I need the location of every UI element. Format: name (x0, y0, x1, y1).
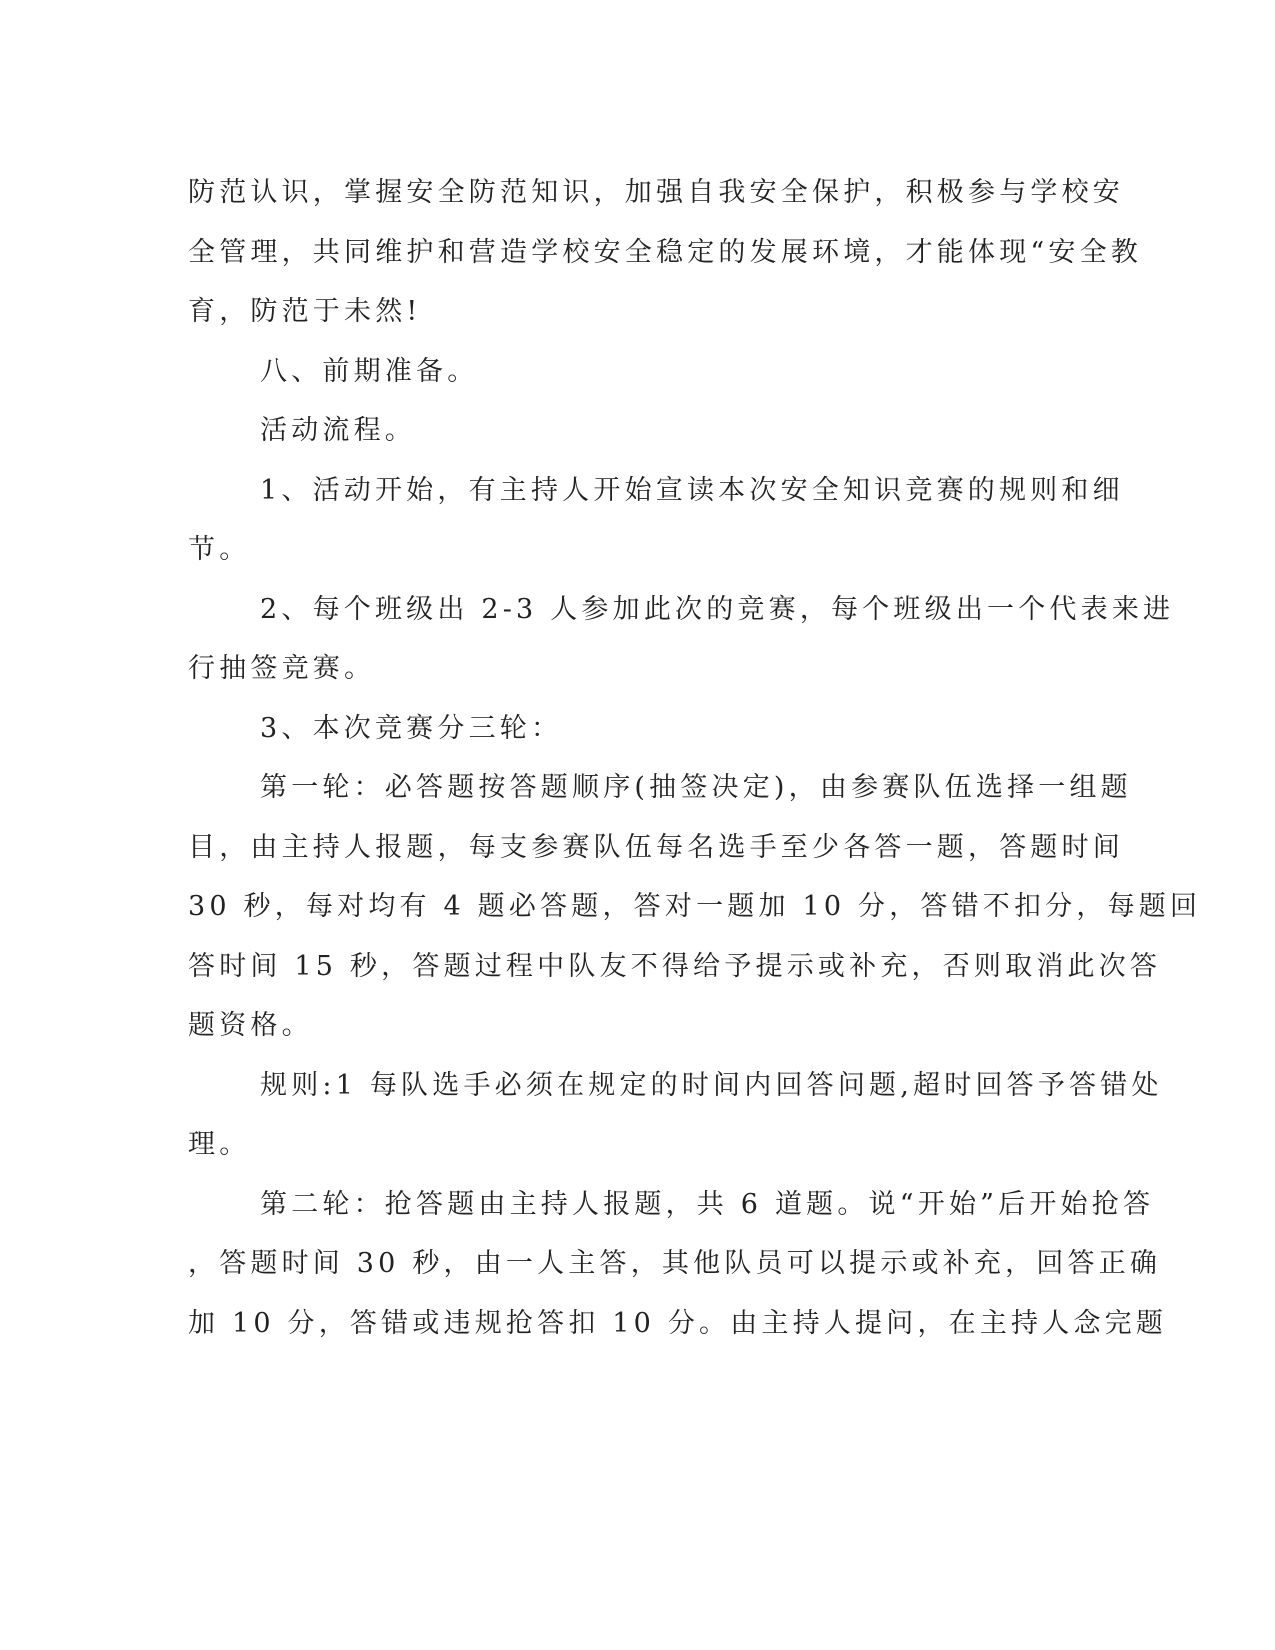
text-line: 答时间 15 秒，答题过程中队友不得给予提示或补充，否则取消此次答 (188, 950, 1162, 982)
text-line: 目，由主持人报题，每支参赛队伍每名选手至少各答一题，答题时间 (188, 831, 1124, 863)
text-line: 规则:1 每队选手必须在规定的时间内回答问题,超时回答予答错处 (260, 1069, 1163, 1101)
section-heading-activity-flow (188, 401, 1088, 461)
text-line: 育，防范于未然! (188, 296, 422, 327)
text-line: 第二轮：抢答题由主持人报题，共 6 道题。说“开始”后开始抢答 (260, 1188, 1155, 1220)
document-body (188, 163, 1202, 1353)
text-line: 加 10 分，答错或违规抢答扣 10 分。由主持人提问，在主持人念完题 (188, 1307, 1168, 1339)
paragraph-safety-intro (188, 163, 1143, 342)
paragraph-round-2 (188, 1175, 1168, 1354)
text-line: 2、每个班级出 2-3 人参加此次的竞赛，每个班级出一个代表来进 (260, 593, 1175, 625)
text-line: 3、本次竞赛分三轮： (260, 712, 563, 744)
section-heading-preparation (188, 342, 1088, 402)
paragraph-step-3 (188, 699, 1088, 759)
text-line: 理。 (188, 1129, 251, 1160)
text-line: ，答题时间 30 秒，由一人主答，其他队员可以提示或补充，回答正确 (188, 1248, 1162, 1279)
text-line: 行抽签竞赛。 (188, 653, 376, 684)
text-line: 活动流程。 (260, 415, 416, 446)
text-line: 节。 (188, 534, 251, 565)
paragraph-step-1 (188, 461, 1124, 580)
text-line: 八、前期准备。 (260, 355, 479, 387)
text-line: 全管理，共同维护和营造学校安全稳定的发展环境，才能体现“安全教 (188, 236, 1143, 268)
paragraph-step-2 (188, 580, 1175, 699)
text-line: 防范认识，掌握安全防范知识，加强自我安全保护，积极参与学校安 (188, 177, 1124, 208)
text-line: 1、活动开始，有主持人开始宣读本次安全知识竞赛的规则和细 (260, 474, 1124, 506)
paragraph-round-1 (188, 758, 1202, 1056)
text-line: 30 秒，每对均有 4 题必答题，答对一题加 10 分，答错不扣分，每题回 (188, 891, 1202, 922)
text-line: 题资格。 (188, 1010, 313, 1041)
text-line: 第一轮：必答题按答题顺序(抽签决定)，由参赛队伍选择一组题 (260, 772, 1132, 803)
paragraph-rule-1 (188, 1056, 1163, 1175)
